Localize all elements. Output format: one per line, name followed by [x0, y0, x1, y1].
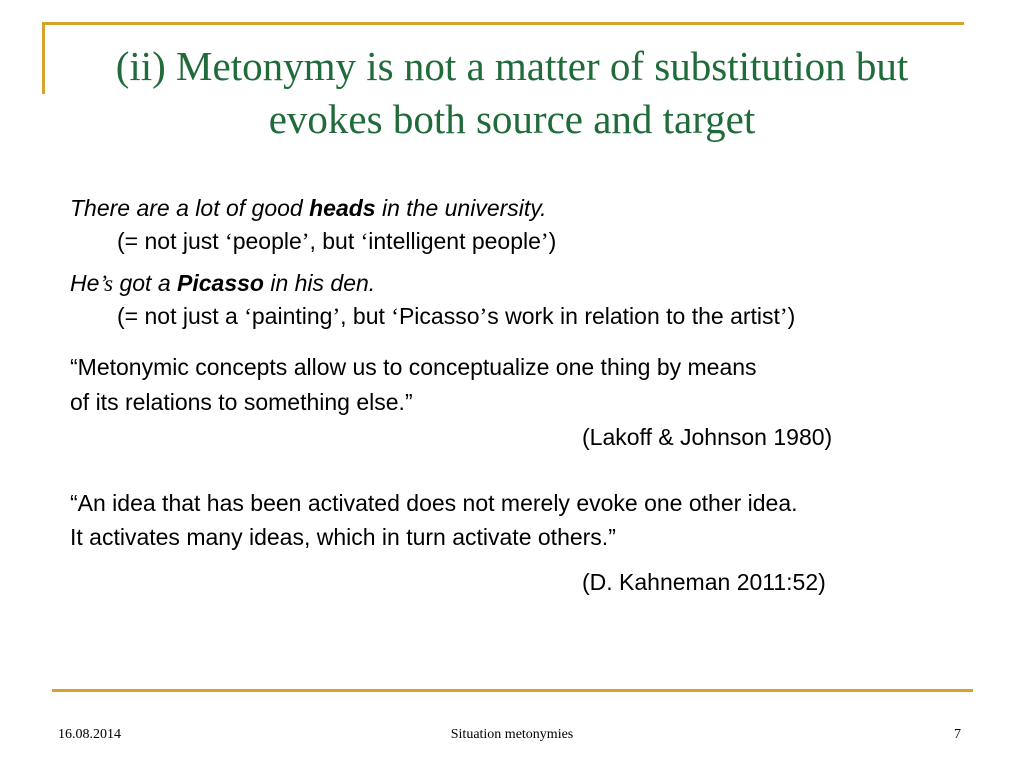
example-2-sentence: [70, 269, 375, 298]
gloss-1-quote: ‘: [225, 229, 233, 254]
example-2-apostrophe: ’s: [99, 271, 114, 296]
gloss-1-close: ): [548, 228, 557, 254]
gloss-2-mid: , but: [340, 303, 392, 329]
gloss-2-quote: ’: [779, 304, 788, 329]
gloss-1-word-1: people: [232, 228, 302, 254]
title-line-2: evokes both source and target: [268, 96, 756, 142]
gloss-2-word-1: painting: [251, 303, 333, 329]
accent-top-rule: [42, 22, 964, 25]
accent-bottom-rule: [52, 689, 973, 692]
gloss-2-word-2: Picasso: [398, 303, 480, 329]
slide-title: [60, 40, 964, 146]
example-2-mid: got a: [113, 270, 177, 296]
quote-2-line-1: “An idea that has been activated does not merely evoke one other idea.: [70, 490, 798, 516]
gloss-2-quote: ’: [332, 304, 341, 329]
example-1-gloss: [117, 227, 556, 256]
example-1-prefix: There are a lot of good: [70, 195, 310, 221]
example-1-bold: heads: [309, 195, 376, 221]
gloss-2-close: ): [787, 303, 796, 329]
quote-1-line-1: “Metonymic concepts allow us to conceptualize one thing by means: [70, 354, 757, 380]
gloss-1-open: (= not just: [117, 228, 226, 254]
quote-1-line-2: of its relations to something else.”: [70, 389, 413, 415]
gloss-2-quote: ‘: [244, 304, 252, 329]
gloss-2-rest: s work in relation to the artist: [487, 303, 780, 329]
gloss-1-quote: ’: [301, 229, 310, 254]
title-line-1: (ii) Metonymy is not a matter of substitution but: [115, 43, 909, 89]
example-2-bold: Picasso: [177, 270, 264, 296]
gloss-1-mid: , but: [309, 228, 361, 254]
footer-page-number: 7: [954, 727, 961, 742]
example-2-gloss: [117, 302, 795, 331]
gloss-1-quote: ‘: [360, 229, 369, 254]
gloss-1-word-2: intelligent people: [368, 228, 541, 254]
gloss-2-open: (= not just a: [117, 303, 245, 329]
example-1-suffix: in the university.: [375, 195, 547, 221]
quote-2-line-2: It activates many ideas, which in turn activate others.”: [70, 524, 616, 550]
footer-title: Situation metonymies: [450, 727, 574, 742]
example-2-suffix: in his den.: [263, 270, 376, 296]
accent-vertical-bar: [42, 22, 45, 94]
gloss-1-quote: ’: [540, 229, 549, 254]
footer-date: 16.08.2014: [58, 727, 121, 742]
quote-2-source: (D. Kahneman 2011:52): [582, 569, 826, 595]
quote-1-source: (Lakoff & Johnson 1980): [582, 424, 833, 450]
gloss-2-quote: ‘: [391, 304, 399, 329]
example-2-he: He: [70, 270, 100, 296]
gloss-2-quote: ’: [479, 304, 488, 329]
example-1-sentence: [70, 194, 546, 222]
